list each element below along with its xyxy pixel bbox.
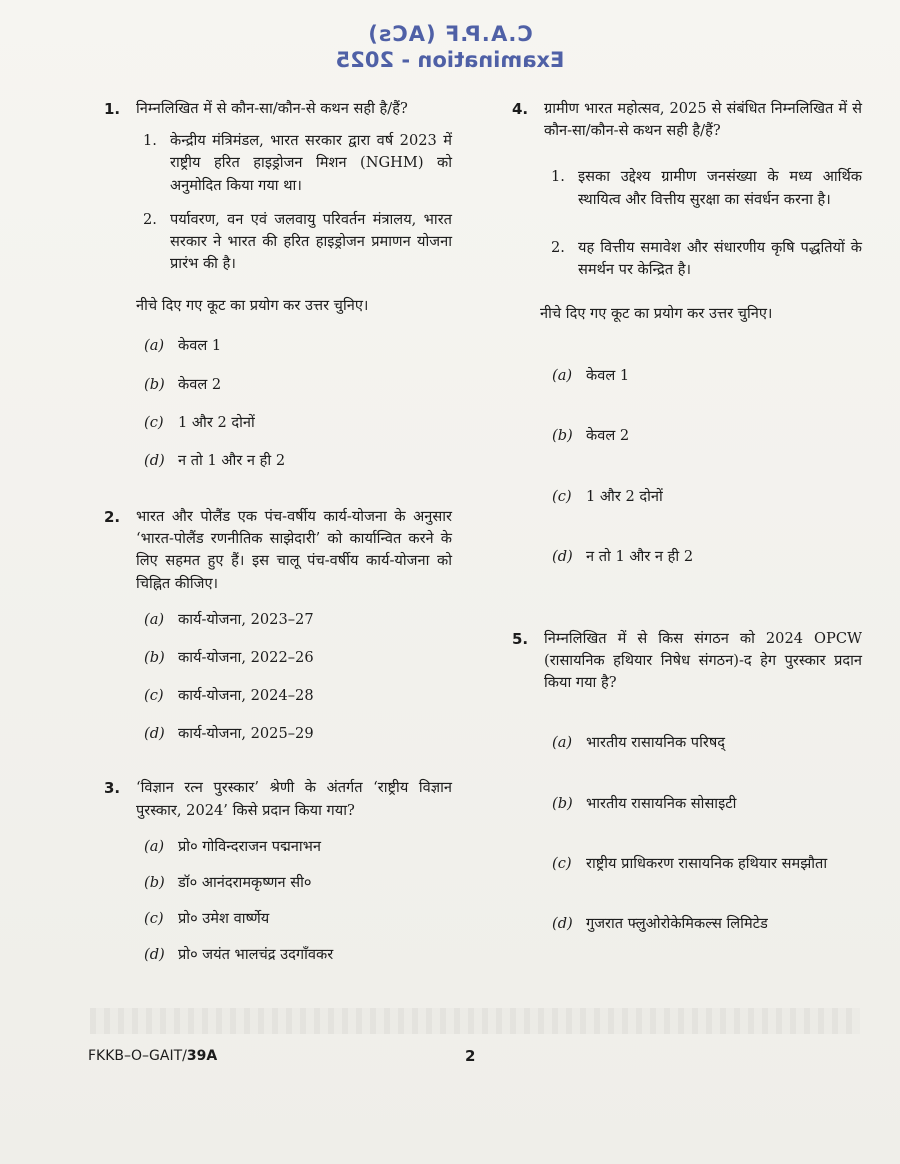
question-number: 4. xyxy=(512,100,529,118)
option-text: प्रो० उमेश वार्ष्णेय xyxy=(178,910,270,928)
option-text: 1 और 2 दोनों xyxy=(586,487,663,505)
option-c[interactable] xyxy=(136,412,452,434)
option-label: (c) xyxy=(552,487,572,505)
option-a[interactable] xyxy=(544,732,862,754)
option-label: (c) xyxy=(552,854,572,872)
option-d[interactable] xyxy=(544,913,862,935)
option-text: केवल 2 xyxy=(586,427,630,445)
option-c[interactable] xyxy=(136,685,452,707)
option-a[interactable] xyxy=(136,836,452,858)
statement xyxy=(544,166,862,210)
instruction-text: नीचे दिए गए कूट का प्रयोग कर उत्तर चुनिए। xyxy=(540,305,773,323)
option-text: भारतीय रासायनिक सोसाइटी xyxy=(586,794,737,812)
option-c[interactable] xyxy=(136,908,452,930)
option-text: कार्य-योजना, 2022–26 xyxy=(178,648,314,666)
booklet-code xyxy=(88,1048,217,1064)
question-text: भारत और पोलैंड एक पंच-वर्षीय कार्य-योजना के अनुसार ‘भारत-पोलैंड रणनीतिक साझेदारी’ को कार्यान्वित करने के लिए सहमत हुए हैं। इस चालू पंच-वर्षीय कार्य-योजना को चिह्नित कीजिए। xyxy=(136,508,452,592)
option-text: प्रो० गोविन्दराजन पद्मनाभन xyxy=(178,837,322,855)
option-text: कार्य-योजना, 2025–29 xyxy=(178,725,314,743)
statement xyxy=(136,209,452,276)
option-text: कार्य-योजना, 2023–27 xyxy=(178,610,314,628)
option-c[interactable] xyxy=(544,486,862,508)
statement-text: इसका उद्देश्य ग्रामीण जनसंख्या के मध्य आर्थिक स्थायित्व और वित्तीय सुरक्षा का संवर्धन करना है। xyxy=(578,168,862,208)
instruction-text: नीचे दिए गए कूट का प्रयोग कर उत्तर चुनिए। xyxy=(136,297,369,315)
option-label: (d) xyxy=(144,946,165,964)
option-label: (b) xyxy=(144,648,165,666)
bleed-through-texture xyxy=(90,1008,860,1034)
option-text: केवल 2 xyxy=(178,375,222,393)
exam-stamp xyxy=(0,22,900,72)
option-label: (c) xyxy=(144,687,164,705)
option-text: न तो 1 और न ही 2 xyxy=(178,451,286,469)
option-a[interactable] xyxy=(136,335,452,357)
option-label: (b) xyxy=(144,873,165,891)
question-3 xyxy=(104,777,452,966)
statement-number: 1. xyxy=(551,168,565,186)
option-label: (d) xyxy=(552,914,573,932)
statement-number: 1. xyxy=(143,132,157,150)
option-b[interactable] xyxy=(136,374,452,396)
question-text: निम्नलिखित में से कौन-सा/कौन-से कथन सही है/हैं? xyxy=(136,100,408,117)
option-label: (a) xyxy=(144,837,165,855)
statement-text: पर्यावरण, वन एवं जलवायु परिवर्तन मंत्रालय, भारत सरकार ने भारत की हरित हाइड्रोजन प्रमाणन योजना प्रारंभ की है। xyxy=(170,210,452,273)
option-label: (d) xyxy=(144,451,165,469)
option-label: (c) xyxy=(144,413,164,431)
question-2 xyxy=(104,506,452,745)
option-d[interactable] xyxy=(136,944,452,966)
left-column xyxy=(104,98,452,966)
question-1 xyxy=(104,98,452,472)
question-number: 3. xyxy=(104,779,121,798)
option-label: (d) xyxy=(552,547,573,565)
option-text: केवल 1 xyxy=(586,367,630,385)
option-b[interactable] xyxy=(544,425,862,447)
booklet-code-prefix: FKKB–O–GAIT/ xyxy=(88,1048,187,1064)
question-text: ‘विज्ञान रत्न पुरस्कार’ श्रेणी के अंतर्गत ‘राष्ट्रीय विज्ञान पुरस्कार, 2024’ किसे प्रदान किया गया? xyxy=(136,779,452,819)
option-label: (b) xyxy=(144,375,165,393)
option-b[interactable] xyxy=(136,647,452,669)
page-number: 2 xyxy=(465,1047,476,1065)
right-column xyxy=(512,98,862,935)
statement-number: 2. xyxy=(551,238,565,256)
option-label: (b) xyxy=(552,794,573,812)
option-text: प्रो० जयंत भालचंद्र उदगाँवकर xyxy=(178,946,334,964)
option-label: (d) xyxy=(144,725,165,743)
question-text: ग्रामीण भारत महोत्सव, 2025 से संबंधित निम्नलिखित में से कौन-सा/कौन-से कथन सही है/हैं? xyxy=(544,100,862,140)
option-label: (a) xyxy=(144,337,165,355)
question-5 xyxy=(512,628,862,935)
question-number: 2. xyxy=(104,508,121,527)
question-number: 1. xyxy=(104,100,121,118)
question-number: 5. xyxy=(512,629,529,648)
option-text: राष्ट्रीय प्राधिकरण रासायनिक हथियार समझौता xyxy=(586,854,828,872)
option-label: (c) xyxy=(144,910,164,928)
stamp-line-1: C.A.P.F (ACs) xyxy=(367,22,533,46)
option-text: न तो 1 और न ही 2 xyxy=(586,547,694,565)
statement-text: केन्द्रीय मंत्रिमंडल, भारत सरकार द्वारा वर्ष 2023 में राष्ट्रीय हरित हाइड्रोजन मिशन (NGHM) को अनुमोदित किया गया था। xyxy=(170,132,452,194)
option-text: 1 और 2 दोनों xyxy=(178,413,255,431)
option-text: गुजरात फ्लुओरोकेमिकल्स लिमिटेड xyxy=(586,914,768,932)
statement xyxy=(544,237,862,281)
option-b[interactable] xyxy=(544,793,862,815)
option-d[interactable] xyxy=(136,723,452,745)
option-b[interactable] xyxy=(136,872,452,894)
statement-number: 2. xyxy=(143,210,157,228)
option-text: कार्य-योजना, 2024–28 xyxy=(178,687,314,705)
question-text: निम्नलिखित में से किस संगठन को 2024 OPCW (रासायनिक हथियार निषेध संगठन)-द हेग पुरस्कार प्रदान किया गया है? xyxy=(544,629,862,692)
option-label: (b) xyxy=(552,427,573,445)
stamp-line-2: Examination - 2025 xyxy=(335,48,565,72)
option-text: केवल 1 xyxy=(178,337,222,355)
statement xyxy=(136,130,452,197)
booklet-code-suffix: 39A xyxy=(186,1048,218,1064)
statement-text: यह वित्तीय समावेश और संधारणीय कृषि पद्धतियों के समर्थन पर केन्द्रित है। xyxy=(578,238,862,278)
option-text: डॉ० आनंदरामकृष्णन सी० xyxy=(178,873,312,891)
question-4 xyxy=(512,98,862,568)
option-a[interactable] xyxy=(544,365,862,387)
option-text: भारतीय रासायनिक परिषद् xyxy=(586,734,726,752)
option-d[interactable] xyxy=(136,450,452,472)
option-label: (a) xyxy=(552,367,573,385)
option-label: (a) xyxy=(552,734,573,752)
option-a[interactable] xyxy=(136,609,452,631)
option-c[interactable] xyxy=(544,853,862,875)
option-label: (a) xyxy=(144,610,165,628)
option-d[interactable] xyxy=(544,546,862,568)
